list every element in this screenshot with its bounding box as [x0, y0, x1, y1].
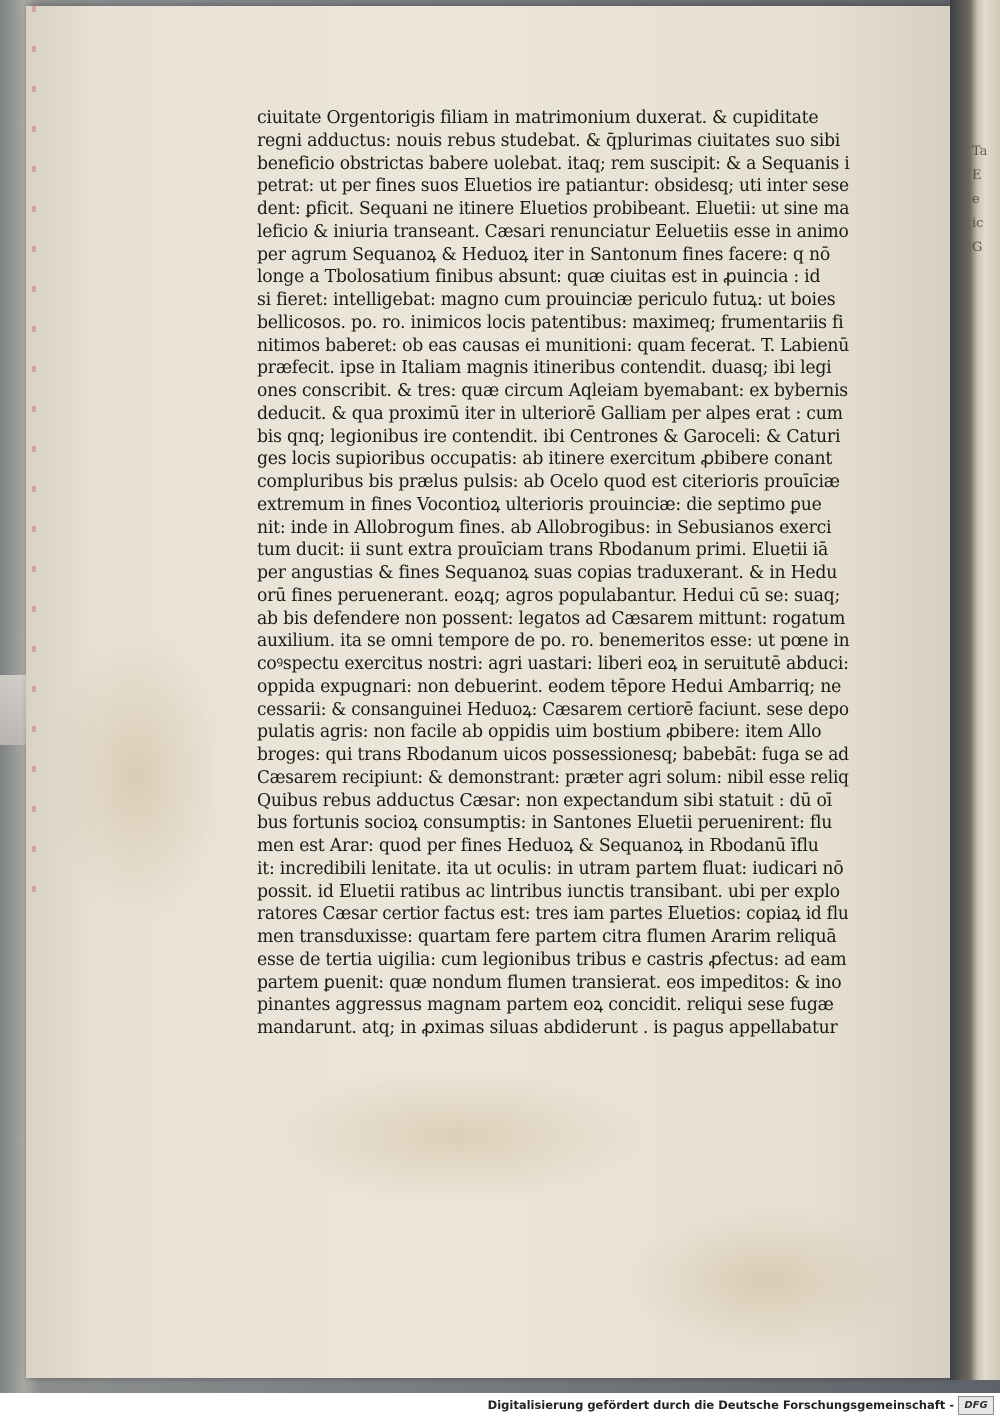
footer-bar: [0, 1393, 1000, 1416]
text-line: leficio & iniuria transeant. Cæsari renunciatur Eeluetiis esse in animo: [257, 221, 849, 242]
text-line: per agrum Sequanoꝝ & Heduoꝝ iter in Santonum fines facere: q nō: [257, 244, 830, 265]
text-line: pinantes aggressus magnam partem eoꝝ concidit. reliqui sese fugæ: [257, 995, 834, 1016]
paper-stain: [626, 1206, 906, 1356]
text-line: ges locis supioribus occupatis: ab itinere exercitum ꝓbibere conant: [257, 449, 833, 470]
text-line: beneficio obstrictas babere uolebat. itaq; rem suscipit: & a Sequanis i: [257, 153, 850, 174]
text-line: Cæsarem recipiunt: & demonstrant: præter agri solum: nibil esse reliq: [257, 767, 849, 788]
text-line: oppida expugnari: non debuerint. eodem tēpore Hedui Ambarriq; ne: [257, 676, 842, 697]
text-line: coꝰspectu exercitus nostri: agri uastari: liberi eoꝝ in seruitutē abduci:: [257, 654, 849, 674]
text-line: men est Arar: quod per fines Heduoꝝ & Sequanoꝝ in Rbodanū īflu: [257, 836, 819, 856]
facing-page-fragment: Ta E e ic G: [972, 144, 988, 255]
paper-stain: [46, 626, 226, 926]
text-line: orū fines peruenerant. eoꝝq; agros populabantur. Hedui cū se: suaq;: [257, 585, 841, 606]
text-line: compluribus bis prælus pulsis: ab Ocelo quod est citerioris prouīciæ: [257, 472, 840, 492]
text-line: bis qnq; legionibus ire contendit. ibi Centrones & Garoceli: & Caturi: [257, 426, 841, 447]
funding-credit: Digitalisierung gefördert durch die Deutsche Forschungsgemeinschaft -: [487, 1398, 954, 1412]
text-line: ab bis defendere non possent: legatos ad Cæsarem mittunt: rogatum: [257, 608, 846, 629]
text-line: per angustias & fines Sequanoꝝ suas copias traduxerant. & in Hedu: [257, 563, 838, 583]
text-line: possit. id Eluetii ratibus ac lintribus iunctis transibant. ubi per explo: [257, 881, 840, 902]
text-line: bellicosos. po. ro. inimicos locis patentibus: maximeq; frumentariis fi: [257, 312, 844, 333]
text-line: bus fortunis socioꝝ consumptis: in Santones Eluetii peruenirent: flu: [257, 813, 833, 834]
text-line: broges: qui trans Rbodanum uicos possessionesq; babebāt: fuga se ad: [257, 745, 849, 765]
facing-page-edge: [950, 0, 1000, 1380]
text-line: Quibus rebus adductus Cæsar: non expectandum sibi statuit : dū oī: [257, 790, 832, 811]
text-line: dent: ꝑficit. Sequani ne itinere Eluetios probibeant. Eluetii: ut sine ma: [257, 199, 850, 219]
text-line: men transduxisse: quartam fere partem citra flumen Ararim reliquā: [257, 927, 837, 947]
text-line: partem ꝑuenit: quæ nondum flumen transierat. eos impeditos: & ino: [257, 972, 842, 993]
text-line: cessarii: & consanguinei Heduoꝝ: Cæsarem certiorē faciunt. sese depo: [257, 699, 849, 720]
text-line: deducit. & qua proximū iter in ulteriorē Galliam per alpes erat : cum: [257, 403, 843, 424]
text-line: tum ducit: ii sunt extra prouīciam trans Rbodanum primi. Eluetii iā: [257, 540, 829, 561]
text-line: it: incredibili lenitate. ita ut oculis: in utram partem fluat: iudicari nō: [257, 858, 844, 879]
text-line: præfecit. ipse in Italiam magnis itineribus contendit. duasq; ibi legi: [257, 358, 832, 379]
text-line: mandarunt. atq; in ꝓximas siluas abdiderunt . is pagus appellabatur: [257, 1018, 838, 1038]
text-line: auxilium. ita se omni tempore de po. ro. benemeritos esse: ut pœne in: [257, 631, 850, 652]
text-line: longe a Tbolosatium finibus absunt: quæ ciuitas est in ꝓuincia : id: [257, 267, 821, 288]
text-line: regni adductus: nouis rebus studebat. & q̄plurimas ciuitates suo sibi: [257, 130, 841, 151]
text-line: ciuitate Orgentorigis filiam in matrimonium duxerat. & cupiditate: [257, 108, 819, 128]
dfg-logo: DFG: [958, 1396, 994, 1415]
text-line: ratores Cæsar certior factus est: tres iam partes Eluetios: copiaꝝ id flu: [257, 904, 849, 925]
text-line: nit: inde in Allobrogum fines. ab Allobrogibus: in Sebusianos exerci: [257, 517, 832, 538]
printed-text-block: [257, 107, 857, 1040]
text-line: nitimos baberet: ob eas causas ei munitioni: quam fecerat. T. Labienū: [257, 335, 850, 356]
paper-stain: [266, 1066, 646, 1206]
text-line: si fieret: intelligebat: magno cum prouinciæ periculo futuꝝ: ut boies: [257, 290, 836, 310]
text-line: pulatis agris: non facile ab oppidis uim bostium ꝓbibere: item Allo: [257, 722, 822, 743]
gutter-edge: [32, 6, 36, 906]
text-line: petrat: ut per fines suos Eluetios ire patiantur: obsidesq; uti inter sese: [257, 176, 849, 197]
text-line: extremum in fines Vocontioꝝ ulterioris prouinciæ: die septimo ꝑue: [257, 494, 822, 515]
text-line: ones conscribit. & tres: quæ circum Aqleiam byemabant: ex bybernis: [257, 381, 848, 401]
text-line: esse de tertia uigilia: cum legionibus tribus e castris ꝓfectus: ad eam: [257, 949, 847, 970]
